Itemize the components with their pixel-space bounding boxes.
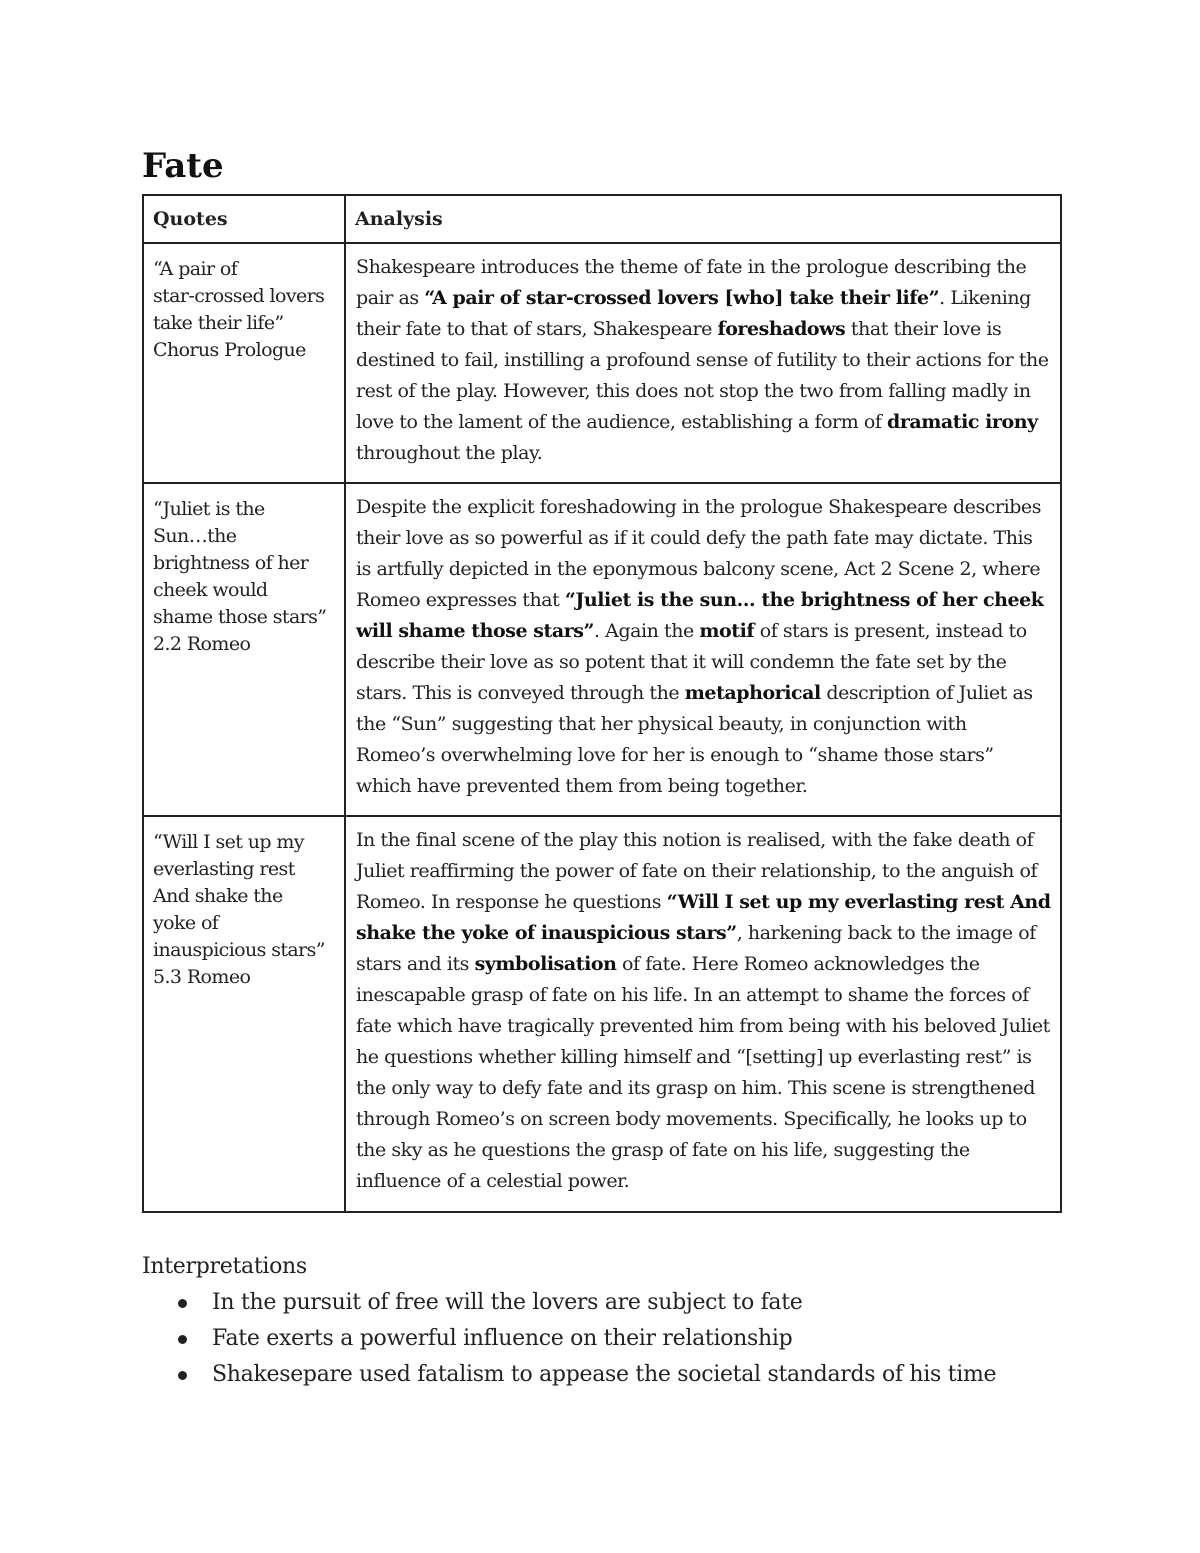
analysis-cell: Shakespeare introduces the theme of fate in the prologue describing the pair as “A pair of star-crossed lovers [who] take their life”. Likening their fate to that of stars, Shakespeare foreshadows that their love is destined to fail, instilling a profound sense of futility to their actions for the rest of the play. However, this does not stop the two from falling madly in love to the lament of the audience, establishing a form of dramatic irony throughout the play. [345,243,1061,483]
quote-line: star-crossed lovers [153,285,325,307]
list-item: Shakesepare used fatalism to appease the societal standards of his time [142,1357,996,1393]
page-title: Fate [142,146,224,186]
quote-line: take their life” [153,312,284,334]
quote-line: cheek would [153,579,268,601]
list-item: In the pursuit of free will the lovers are subject to fate [142,1285,996,1321]
analysis-column-header: Analysis [345,195,1061,243]
quote-line: Sun…the [153,525,237,547]
list-item: Fate exerts a powerful influence on their relationship [142,1321,996,1357]
analysis-cell: Despite the explicit foreshadowing in the prologue Shakespeare describes their love as so powerful as if it could defy the path fate may dictate. This is artfully depicted in the eponymous balcony scene, Act 2 Scene 2, where Romeo expresses that “Juliet is the sun… the brightness of her cheek will shame those stars”. Again the motif of stars is present, instead to describe their love as so potent that it will condemn the fate set by the stars. This is conveyed through the metaphorical description of Juliet as the “Sun” suggesting that her physical beauty, in conjunction with Romeo’s overwhelming love for her is enough to “shame those stars” which have prevented them from being together. [345,483,1061,816]
table-row [143,816,1061,1212]
quote-source: 2.2 Romeo [153,633,251,655]
quote-source: Chorus Prologue [153,339,306,361]
quote-line: inauspicious stars” [153,939,325,961]
quote-source: 5.3 Romeo [153,966,251,988]
quotes-analysis-table [142,194,1062,1213]
quote-line: And shake the [153,885,283,907]
quote-line: “Juliet is the [153,498,265,520]
quote-line: brightness of her [153,552,309,574]
quote-cell [143,816,345,1212]
quote-line: shame those stars” [153,606,327,628]
quote-cell [143,483,345,816]
analysis-cell: In the final scene of the play this notion is realised, with the fake death of Juliet reaffirming the power of fate on their relationship, to the anguish of Romeo. In response he questions “Will I set up my everlasting rest And shake the yoke of inauspicious stars”, harkening back to the image of stars and its symbolisation of fate. Here Romeo acknowledges the inescapable grasp of fate on his life. In an attempt to shame the forces of fate which have tragically prevented him from being with his beloved Juliet he questions whether killing himself and “[setting] up everlasting rest” is the only way to defy fate and its grasp on him. This scene is strengthened through Romeo’s on screen body movements. Specifically, he looks up to the sky as he questions the grasp of fate on his life, suggesting the influence of a celestial power. [345,816,1061,1212]
quote-line: everlasting rest [153,858,295,880]
bullet-icon [178,1371,187,1380]
interpretations-heading: Interpretations [142,1254,307,1279]
quote-line: yoke of [153,912,219,934]
quote-line: “Will I set up my [153,831,304,853]
table-header-row [143,195,1061,243]
interpretations-list [142,1285,996,1393]
quote-cell [143,243,345,483]
bullet-icon [178,1299,187,1308]
quote-line: “A pair of [153,258,238,280]
table-row [143,243,1061,483]
table-row [143,483,1061,816]
quotes-column-header: Quotes [143,195,345,243]
bullet-icon [178,1335,187,1344]
